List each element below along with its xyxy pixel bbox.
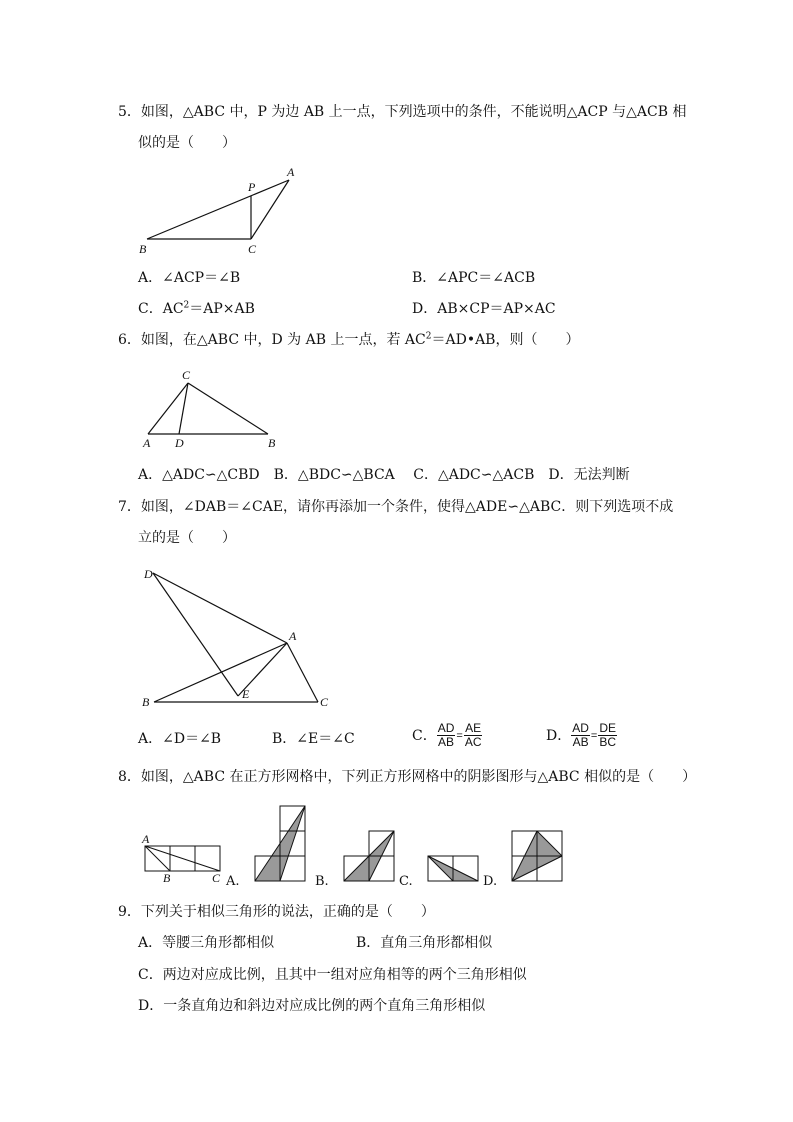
q8-option-d-grid [512,831,562,881]
q6-label-b: B [268,436,276,450]
q8-label-b: B [163,871,171,885]
q5-stem-line2: 似的是（ ） [138,135,236,151]
q5-label-b: B [139,242,147,256]
q6-options[interactable]: A．△ADC∽△CBD B．△BDC∽△BCA C．△ADC∽△ACB D．无法判断 [138,467,630,483]
q6-label-c: C [182,368,191,382]
q7-label-c: C [320,695,329,709]
q8-option-b-label[interactable]: B. [315,874,329,889]
q9-option-c[interactable]: C．两边对应成比例，且其中一组对应角相等的两个三角形相似 [138,967,527,983]
q5-label-a: A [287,165,295,179]
q8-option-a-label[interactable]: A. [226,874,240,889]
q7-option-c-fraction-2: $\frac{AE}{AC}$ [464,721,482,749]
q7-label-a: A [289,629,297,643]
q7-option-b[interactable]: B．∠E＝∠C [272,731,355,747]
q8-option-b-grid [344,831,394,881]
q8-option-a-grid [255,806,305,881]
q5-option-c[interactable]: C．$AC^2=AP\times AB$ [138,300,255,317]
q7-option-c[interactable]: C． $\frac{AD}{AB}$ = $\frac{AE}{AC}$ [412,721,482,749]
q7-label-d: D [144,567,153,581]
q8-option-c-label[interactable]: C. [399,874,413,889]
q7-stem-line2: 立的是（ ） [138,530,236,546]
q6-label-d: D [175,436,184,450]
q9-option-d[interactable]: D．一条直角边和斜边对应成比例的两个直角三角形相似 [138,998,486,1014]
q5-option-d[interactable]: D．AB×CP＝AP×AC [412,301,556,317]
q8-stem: 8．如图，△ABC 在正方形网格中，下列正方形网格中的阴影图形与△ABC 相似的是（ ） [118,769,697,785]
q5-label-p: P [248,180,256,194]
q8-option-c-grid [428,856,478,881]
q6-stem: 6．如图，在△ABC 中，D 为 AB 上一点，若 $AC^2=AD•AB$，则（ ） [118,331,580,348]
q7-stem-line1: 7．如图，∠DAB＝∠CAE，请你再添加一个条件，使得△ADE∽△ABC．则下列选项不成 [118,499,674,515]
q7-option-d-fraction-1: $\frac{AD}{AB}$ [572,721,589,749]
q5-stem-line1: 5．如图，△ABC 中，P 为边 AB 上一点，下列选项中的条件，不能说明△ACP 与△ACB 相 [118,104,687,120]
q7-label-b: B [142,695,150,709]
q9-stem: 9．下列关于相似三角形的说法，正确的是（ ） [118,904,435,920]
q7-label-e: E [242,687,250,701]
q9-option-b[interactable]: B．直角三角形都相似 [356,935,493,951]
q8-reference-grid [145,846,220,871]
q5-option-b[interactable]: B．∠APC＝∠ACB [412,270,536,286]
q9-option-a[interactable]: A．等腰三角形都相似 [138,935,275,951]
q7-option-d-fraction-2: $\frac{DE}{BC}$ [599,721,617,749]
q8-option-d-label[interactable]: D. [483,874,498,889]
q8-label-c: C [212,871,221,885]
q6-label-a: A [143,436,151,450]
q7-option-d[interactable]: D． $\frac{AD}{AB}$ = $\frac{DE}{BC}$ [546,721,617,749]
q8-ref-side-ac [145,846,220,871]
q5-label-c: C [248,242,257,256]
q7-option-a[interactable]: A．∠D＝∠B [138,731,222,747]
q5-option-a[interactable]: A．∠ACP＝∠B [138,270,241,286]
q7-option-c-fraction-1: $\frac{AD}{AB}$ [437,721,455,749]
q8-label-a: A [142,832,150,846]
